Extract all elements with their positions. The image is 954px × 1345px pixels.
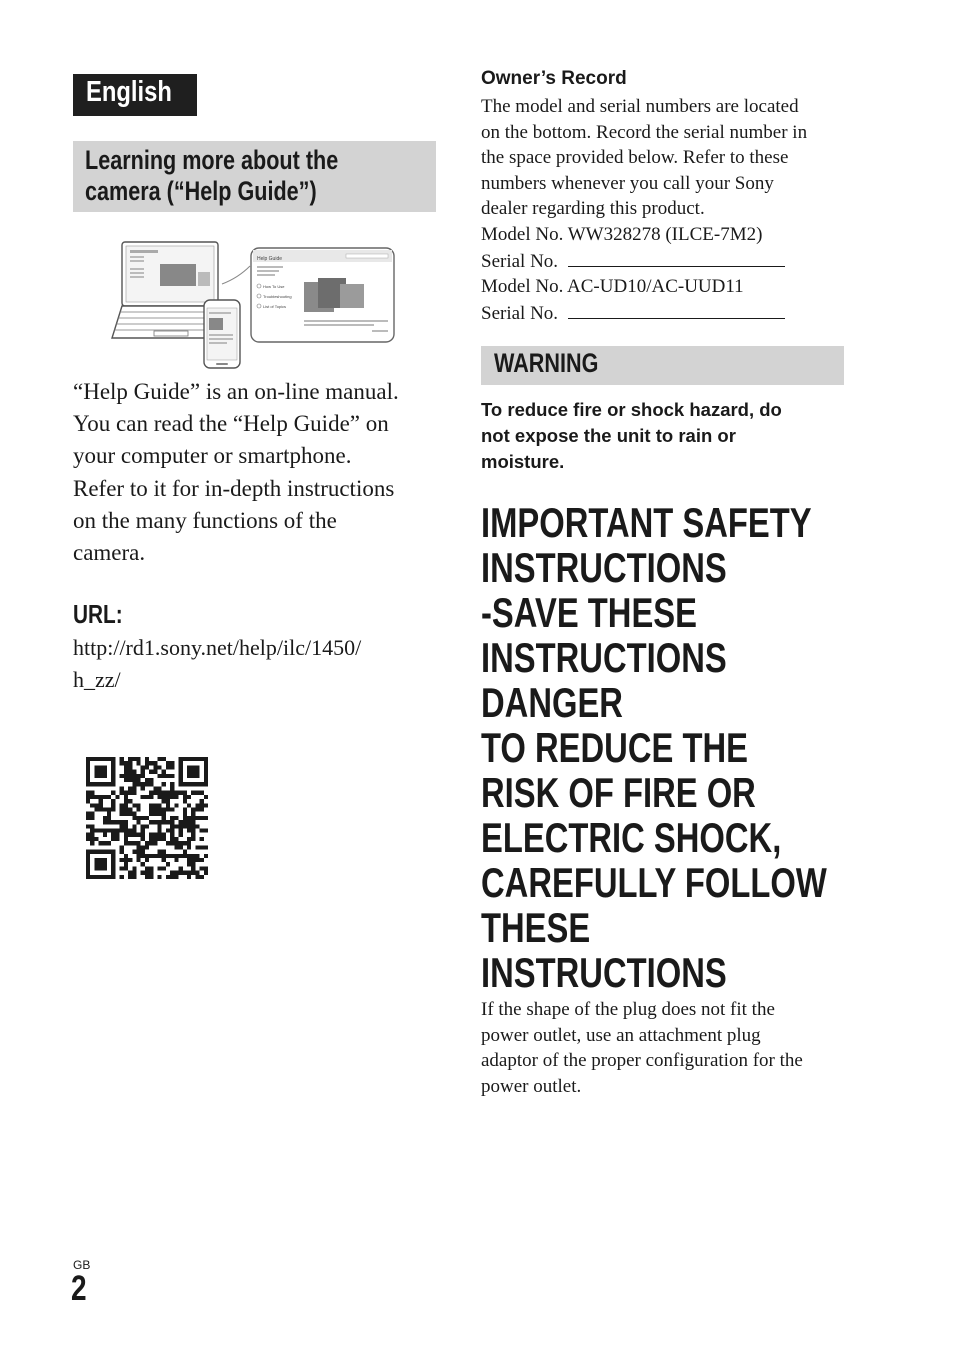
- safety-line: -SAVE THESE: [481, 589, 698, 636]
- description-line: Refer to it for in-depth instructions: [73, 475, 395, 501]
- safety-line: RISK OF FIRE OR: [481, 769, 756, 816]
- safety-line: DANGER: [481, 679, 623, 726]
- safety-line: INSTRUCTIONS: [481, 544, 727, 591]
- serial-number-line-1[interactable]: [568, 248, 785, 267]
- help-guide-illustration: [108, 238, 400, 372]
- url-line-1: http://rd1.sony.net/help/ilc/1450/: [73, 635, 362, 660]
- plug-line: adaptor of the proper configuration for the: [481, 1050, 803, 1072]
- menu-list-of-topics: List of Topics: [263, 304, 287, 309]
- menu-troubleshooting: Troubleshooting: [263, 294, 292, 299]
- safety-line: ELECTRIC SHOCK,: [481, 814, 782, 861]
- safety-line: INSTRUCTIONS: [481, 949, 727, 996]
- plug-instructions: [481, 997, 851, 1099]
- model-number-1: Model No. WW328278 (ILCE-7M2): [481, 223, 763, 245]
- region-code: GB: [73, 1258, 91, 1272]
- help-heading-line-1: Learning more about the: [85, 145, 339, 175]
- description-line: You can read the “Help Guide” on: [73, 411, 389, 437]
- owners-record-body: [481, 94, 851, 326]
- url-label: URL:: [73, 599, 123, 629]
- safety-instructions-heading: [481, 500, 924, 995]
- help-guide-url[interactable]: [73, 632, 433, 696]
- plug-line: power outlet, use an attachment plug: [481, 1024, 761, 1046]
- warning-line: To reduce fire or shock hazard, do: [481, 399, 782, 420]
- url-line-2: h_zz/: [73, 667, 121, 692]
- serial-row-1: [481, 248, 851, 275]
- help-heading-line-2: camera (“Help Guide”): [85, 176, 317, 206]
- language-tab: [73, 74, 197, 116]
- record-line: the space provided below. Refer to these: [481, 147, 789, 169]
- serial-row-2: [481, 300, 851, 327]
- warning-heading: [481, 346, 844, 385]
- warning-title: WARNING: [494, 348, 599, 378]
- description-line: “Help Guide” is an on-line manual.: [73, 379, 399, 404]
- record-line: on the bottom. Record the serial number in: [481, 121, 808, 143]
- warning-line: moisture.: [481, 451, 565, 472]
- owners-record-title: Owner’s Record: [481, 68, 627, 89]
- record-line: The model and serial numbers are located: [481, 96, 799, 117]
- description-line: your computer or smartphone.: [73, 443, 352, 469]
- screen-title: Help Guide: [257, 256, 283, 262]
- description-line: on the many functions of the: [73, 507, 337, 533]
- qr-code[interactable]: [86, 757, 208, 879]
- language-label: English: [86, 76, 172, 108]
- serial-number-line-2[interactable]: [568, 300, 785, 319]
- plug-line: power outlet.: [481, 1075, 582, 1097]
- safety-line: THESE: [481, 904, 591, 951]
- serial-label-2: Serial No.: [481, 302, 559, 324]
- warning-text: [481, 397, 851, 475]
- help-guide-screen: [251, 248, 394, 342]
- safety-line: TO REDUCE THE: [481, 724, 748, 771]
- smartphone-icon: [204, 300, 240, 368]
- help-guide-description: [73, 376, 443, 569]
- serial-label-1: Serial No.: [481, 250, 559, 272]
- description-line: camera.: [73, 540, 146, 566]
- help-guide-heading: [73, 141, 436, 212]
- safety-line: CAREFULLY FOLLOW: [481, 859, 827, 906]
- menu-how-to-use: How To Use: [263, 284, 285, 289]
- warning-line: not expose the unit to rain or: [481, 425, 736, 446]
- plug-line: If the shape of the plug does not fit the: [481, 999, 775, 1020]
- record-line: numbers whenever you call your Sony: [481, 172, 774, 194]
- safety-line: IMPORTANT SAFETY: [481, 499, 812, 546]
- model-number-2: Model No. AC-UD10/AC-UUD11: [481, 276, 744, 298]
- record-line: dealer regarding this product.: [481, 198, 705, 220]
- safety-line: INSTRUCTIONS: [481, 634, 727, 681]
- page-number: 2: [71, 1269, 87, 1308]
